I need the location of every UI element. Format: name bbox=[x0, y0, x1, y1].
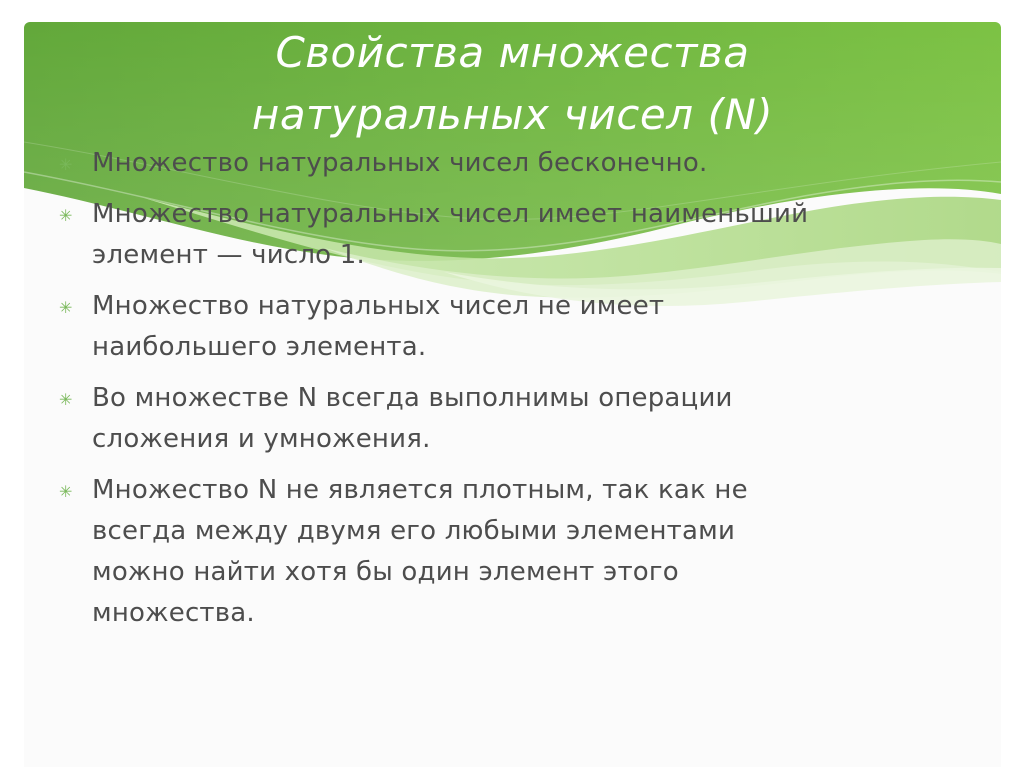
bullet-line: элемент — число 1. bbox=[92, 240, 365, 270]
bullet-star-icon: ✳ bbox=[59, 390, 73, 409]
bullet-item-2 bbox=[59, 194, 989, 276]
bullet-item-3 bbox=[59, 286, 989, 368]
bullet-star-icon: ✳ bbox=[59, 206, 73, 225]
bullet-text bbox=[92, 378, 989, 460]
bullet-item-1 bbox=[59, 143, 989, 184]
slide-title bbox=[24, 22, 1001, 146]
bullet-line: Множество натуральных чисел имеет наименьший bbox=[92, 199, 809, 229]
bullet-line: наибольшего элемента. bbox=[92, 332, 427, 362]
bullet-line: можно найти хотя бы один элемент этого bbox=[92, 557, 679, 587]
slide bbox=[24, 22, 1001, 767]
bullet-text bbox=[92, 286, 989, 368]
bullet-line: множества. bbox=[92, 598, 255, 628]
bullet-line: Множество натуральных чисел бесконечно. bbox=[92, 148, 708, 178]
bullet-star-icon: ✳ bbox=[59, 482, 73, 501]
bullet-line: всегда между двумя его любыми элементами bbox=[92, 516, 736, 546]
bullet-list bbox=[59, 143, 989, 644]
bullet-star-icon: ✳ bbox=[59, 298, 73, 317]
slide-title-line-1: Свойства множества bbox=[275, 28, 750, 77]
bullet-line: Множество натуральных чисел не имеет bbox=[92, 291, 665, 321]
bullet-line: сложения и умножения. bbox=[92, 424, 431, 454]
bullet-item-4 bbox=[59, 378, 989, 460]
slide-title-line-2: натуральных чисел (N) bbox=[251, 90, 774, 139]
bullet-line: Во множестве N всегда выполнимы операции bbox=[92, 383, 733, 413]
bullet-star-icon: ✳ bbox=[59, 155, 73, 174]
bullet-line: Множество N не является плотным, так как не bbox=[92, 475, 748, 505]
bullet-item-5 bbox=[59, 470, 989, 634]
bullet-text bbox=[92, 143, 989, 184]
bullet-text bbox=[92, 194, 989, 276]
bullet-text bbox=[92, 470, 989, 634]
